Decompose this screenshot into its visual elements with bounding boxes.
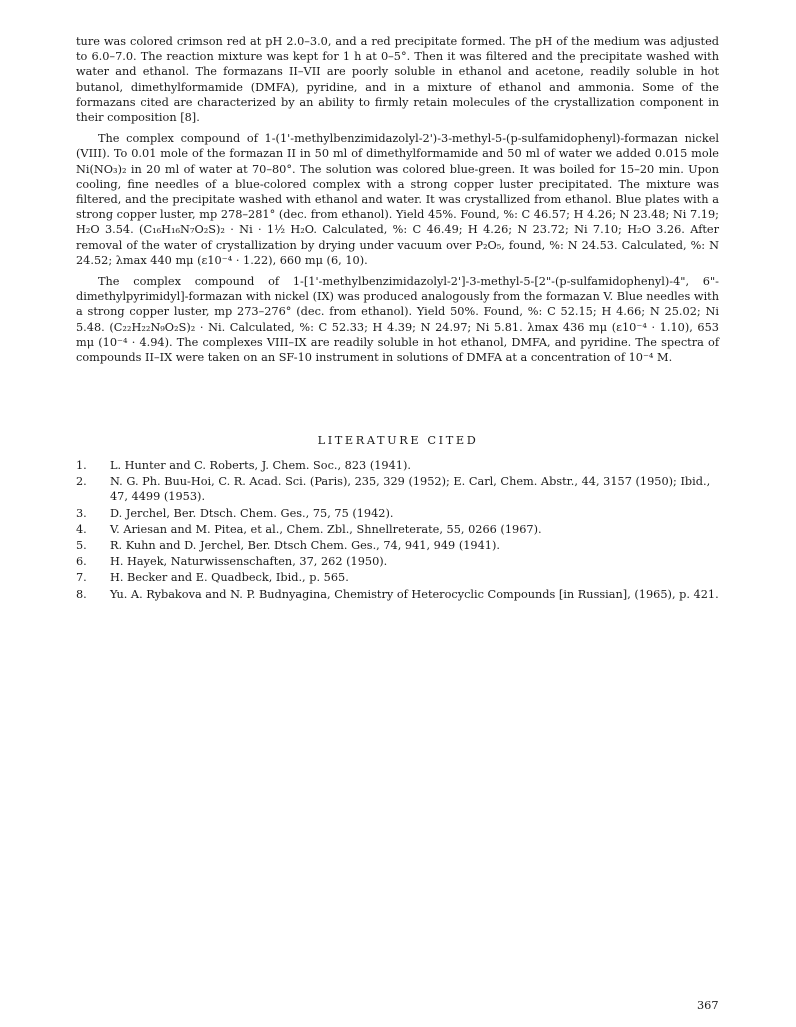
reference-item [76, 522, 726, 537]
reference-item [76, 570, 726, 585]
reference-number: 8. [76, 587, 87, 601]
reference-text: Yu. A. Rybakova and N. P. Budnyagina, Chemistry of Heterocyclic Compounds [in Russian], (1965), p. 421. [110, 587, 719, 601]
paragraph-1: ture was colored crimson red at pH 2.0–3.0, and a red precipitate formed. The pH of the medium was adjusted to 6.0–7.0. The reaction mixture was kept for 1 h at 0–5°. Then it was filtered and the precipitate washed with water and ethanol. The formazans II–VII are poorly soluble in ethanol and acetone, readily soluble in hot butanol, dimethylformamide (DMFA), pyridine, and in a mixture of ethanol and ammonia. Some of the formazans cited are characterized by an ability to firmly retain molecules of the crystallization component in their composition [8]. [76, 35, 719, 125]
reference-number: 3. [76, 506, 87, 520]
reference-item [76, 458, 726, 473]
reference-text: H. Becker and E. Quadbeck, Ibid., p. 565. [110, 571, 349, 585]
reference-item [76, 506, 726, 521]
reference-list [76, 458, 726, 603]
paragraph-2: The complex compound of 1-(1'-methylbenzimidazolyl-2')-3-methyl-5-(p-sulfamidophenyl)-formazan nickel (VIII). To 0.01 mole of the formazan II in 50 ml of dimethylformamide and 50 ml of water we added 0.015 mole Ni(NO₃)₂ in 20 ml of water at 70–80°. The solution was colored blue-green. It was boiled for 15–20 min. Upon cooling, fine needles of a blue-colored complex with a strong copper luster precipitated. The mixture was filtered, and the precipitate washed with ethanol and water. It was crystallized from ethanol. Blue plates with a strong copper luster, mp 278–281° (dec. from ethanol). Yield 45%. Found, %: C 46.57; H 4.26; N 23.48; Ni 7.19; H₂O 3.54. (C₁₆H₁₆N₇O₂S)₂ · Ni · 1½ H₂O. Calculated, %: C 46.49; H 4.26; N 23.72; Ni 7.10; H₂O 3.26. After removal of the water of crystallization by drying under vacuum over P₂O₅, found, %: N 24.53. Calculated, %: N 24.52; λmax 440 mμ (ε10⁻⁴ · 1.22), 660 mμ (6, 10). [76, 132, 719, 267]
paragraph-3: The complex compound of 1-[1'-methylbenzimidazolyl-2']-3-methyl-5-[2"-(p-sulfamidophenyl)-4", 6"-dimethylpyrimidyl]-formazan with nickel (IX) was produced analogously from the formazan V. Blue needles with a strong copper luster, mp 273–276° (dec. from ethanol). Yield 50%. Found, %: C 52.15; H 4.66; N 25.02; Ni 5.48. (C₂₂H₂₂N₉O₂S)₂ · Ni. Calculated, %: C 52.33; H 4.39; N 24.97; Ni 5.81. λmax 436 mμ (ε10⁻⁴ · 1.10), 653 mμ (10⁻⁴ · 4.94). The complexes VIII–IX are readily soluble in hot ethanol, DMFA, and pyridine. The spectra of compounds II–IX were taken on an SF-10 instrument in solutions of DMFA at a concentration of 10⁻⁴ M. [76, 275, 719, 365]
reference-number: 5. [76, 539, 87, 553]
reference-text: H. Hayek, Naturwissenschaften, 37, 262 (1950). [110, 555, 388, 569]
reference-text: D. Jerchel, Ber. Dtsch. Chem. Ges., 75, 75 (1942). [110, 506, 394, 520]
literature-cited-heading: LITERATURE CITED [317, 434, 479, 447]
reference-item [76, 538, 726, 553]
reference-item [76, 474, 726, 504]
reference-text: R. Kuhn and D. Jerchel, Ber. Dtsch Chem. Ges., 74, 941, 949 (1941). [110, 539, 500, 553]
reference-number: 6. [76, 555, 87, 569]
reference-item [76, 554, 726, 569]
reference-text: L. Hunter and C. Roberts, J. Chem. Soc., 823 (1941). [110, 459, 411, 472]
reference-number: 2. [76, 475, 87, 489]
reference-item [76, 587, 726, 602]
reference-text: V. Ariesan and M. Pitea, et al., Chem. Zbl., Shnellreterate, 55, 0266 (1967). [110, 522, 542, 536]
body-text [76, 34, 719, 365]
reference-number: 1. [76, 459, 87, 472]
reference-text: N. G. Ph. Buu-Hoi, C. R. Acad. Sci. (Paris), 235, 329 (1952); E. Carl, Chem. Abstr., 44, 3157 (1950); Ibid., 47, 4499 (1953). [110, 475, 711, 504]
reference-number: 4. [76, 522, 87, 536]
page-number: 367 [697, 999, 719, 1012]
reference-number: 7. [76, 571, 87, 585]
